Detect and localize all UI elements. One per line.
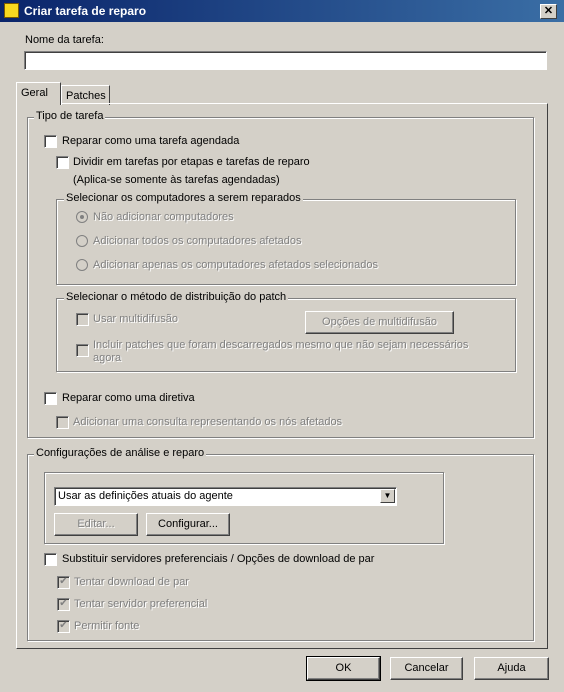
window-title: Criar tarefa de reparo <box>24 4 147 18</box>
configure-button[interactable]: Configurar... <box>146 513 230 536</box>
split-tasks-checkbox[interactable] <box>56 156 69 169</box>
affected-nodes-query-checkbox[interactable] <box>56 416 69 429</box>
try-preferred-server-checkbox[interactable]: ✔ <box>57 598 70 611</box>
include-patches-label: Incluir patches que foram descarregados mesmo que não sejam necessários agora <box>93 339 469 364</box>
policy-label: Reparar como uma diretiva <box>62 392 195 404</box>
help-button[interactable]: Ajuda <box>474 657 549 680</box>
radio-all-computers[interactable] <box>76 235 88 247</box>
radio-no-computers[interactable] <box>76 211 88 223</box>
computers-group-label: Selecionar os computadores a serem reparados <box>66 192 301 204</box>
cancel-button[interactable]: Cancelar <box>390 657 463 680</box>
scheduled-task-label: Reparar como uma tarefa agendada <box>62 135 240 147</box>
policy-checkbox[interactable] <box>44 392 57 405</box>
scan-settings-select[interactable] <box>54 487 397 506</box>
task-type-group-label: Tipo de tarefa <box>36 110 104 122</box>
split-tasks-note: (Aplica-se somente às tarefas agendadas) <box>73 174 280 186</box>
tab-geral[interactable]: Geral <box>16 82 61 105</box>
override-servers-label: Substituir servidores preferenciais / Opções de download de par <box>62 553 375 565</box>
chevron-down-icon[interactable]: ▼ <box>380 489 395 503</box>
split-tasks-label: Dividir em tarefas por etapas e tarefas de reparo <box>73 156 310 168</box>
multicast-options-button[interactable]: Opções de multidifusão <box>305 311 454 334</box>
multicast-label: Usar multidifusão <box>93 313 178 325</box>
app-icon <box>4 3 19 18</box>
include-patches-checkbox[interactable] <box>76 344 89 357</box>
multicast-checkbox[interactable] <box>76 313 89 326</box>
scheduled-task-checkbox[interactable] <box>44 135 57 148</box>
radio-selected-computers-label: Adicionar apenas os computadores afetados selecionados <box>93 259 378 271</box>
affected-nodes-query-label: Adicionar uma consulta representando os nós afetados <box>73 416 343 428</box>
radio-selected-computers[interactable] <box>76 259 88 271</box>
scan-settings-selected-value: Usar as definições atuais do agente <box>58 490 233 502</box>
allow-source-label: Permitir fonte <box>74 620 140 632</box>
override-servers-checkbox[interactable] <box>44 553 57 566</box>
distribution-group-label: Selecionar o método de distribuição do patch <box>66 291 287 303</box>
radio-no-computers-label: Não adicionar computadores <box>93 211 234 223</box>
task-name-input[interactable] <box>24 51 547 70</box>
close-button[interactable]: ✕ <box>540 4 557 19</box>
ok-button[interactable]: OK <box>307 657 380 680</box>
task-name-label: Nome da tarefa: <box>25 34 104 46</box>
try-peer-download-checkbox[interactable]: ✔ <box>57 576 70 589</box>
edit-button[interactable]: Editar... <box>54 513 138 536</box>
tab-patches[interactable]: Patches <box>61 85 110 105</box>
radio-all-computers-label: Adicionar todos os computadores afetados <box>93 235 302 247</box>
try-preferred-server-label: Tentar servidor preferencial <box>74 598 208 610</box>
try-peer-download-label: Tentar download de par <box>74 576 189 588</box>
scan-config-group-label: Configurações de análise e reparo <box>36 447 205 459</box>
allow-source-checkbox[interactable]: ✔ <box>57 620 70 633</box>
